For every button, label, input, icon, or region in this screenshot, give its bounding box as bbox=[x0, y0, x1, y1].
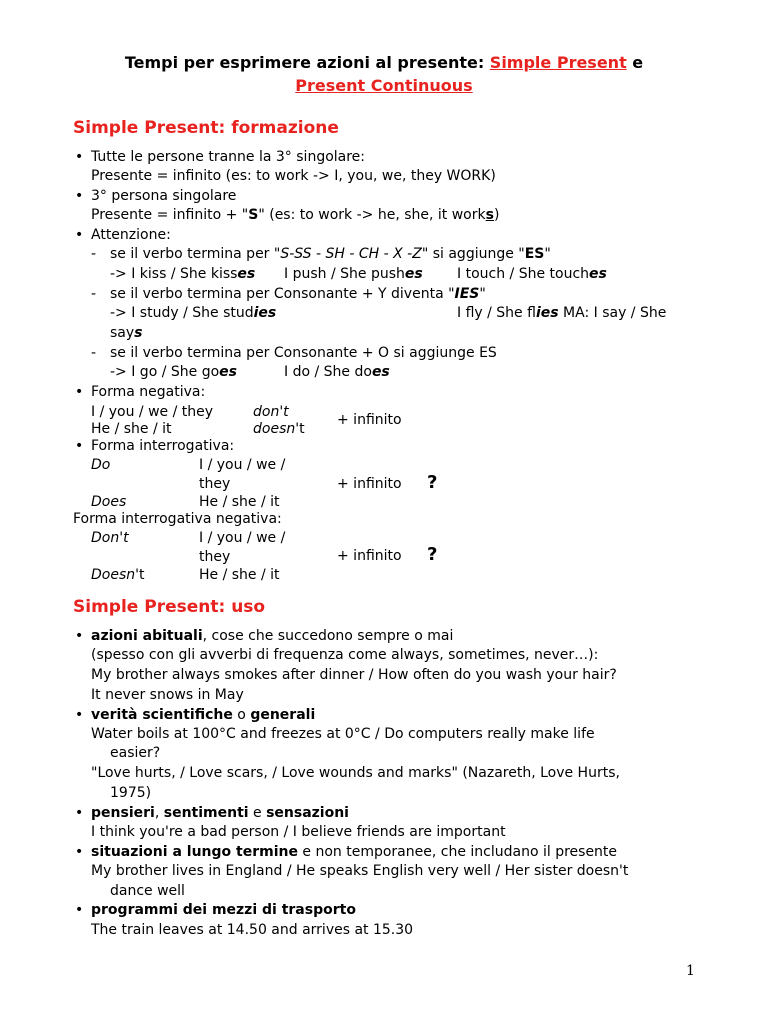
dash-marker: - bbox=[91, 286, 97, 302]
uso-longterm-example: My brother lives in England / He speaks English very well / Her sister doesn't bbox=[91, 863, 629, 879]
interrogative-negative-subject-singular: He / she / it bbox=[199, 567, 280, 583]
example-study bbox=[110, 304, 276, 323]
dash-marker: - bbox=[91, 345, 97, 361]
rule-consonant-o: se il verbo termina per Consonante + O si aggiunge ES bbox=[110, 345, 497, 361]
text-run: es bbox=[219, 364, 237, 380]
uso-transport-title: programmi dei mezzi di trasporto bbox=[91, 902, 356, 918]
example-touch bbox=[457, 265, 607, 284]
negative-aux-dont: don't bbox=[253, 404, 289, 420]
negative-subject-singular: He / she / it bbox=[91, 421, 172, 437]
interrogative-negative-infinitive: + infinito bbox=[337, 548, 402, 564]
uso-truths-example-1-cont: easier? bbox=[110, 745, 161, 761]
uso-truths-example-1: Water boils at 100°C and freezes at 0°C / Do computers really make life bbox=[91, 726, 595, 742]
text-run: , bbox=[154, 805, 164, 821]
text-run: I do / She do bbox=[284, 364, 372, 380]
text-run: doesn bbox=[253, 421, 296, 437]
text-run: ES bbox=[524, 246, 545, 262]
text-run: sentimenti bbox=[163, 805, 249, 821]
negative-form-label: Forma negativa: bbox=[91, 384, 206, 400]
bullet-dot: • bbox=[75, 805, 84, 821]
text-run: I fly / She fl bbox=[457, 305, 536, 321]
uso-truths-example-2: "Love hurts, / Love scars, / Love wounds and marks" (Nazareth, Love Hurts, bbox=[91, 765, 620, 781]
text-run: Doesn bbox=[91, 567, 136, 583]
bullet-dot: • bbox=[75, 844, 84, 860]
text-run: es bbox=[371, 364, 390, 380]
text-run: 't bbox=[295, 421, 305, 437]
text-run: -> I study / She stud bbox=[110, 305, 254, 321]
bullet-dot: • bbox=[75, 384, 84, 400]
text-run: o bbox=[232, 707, 251, 723]
title-simple-present: Simple Present bbox=[489, 53, 627, 72]
example-fly-say bbox=[457, 304, 666, 323]
interrogative-negative-label: Forma interrogativa negativa: bbox=[73, 511, 282, 527]
uso-truths-example-2-cont: 1975) bbox=[110, 785, 152, 801]
bullet-dot: • bbox=[75, 149, 84, 165]
text-run: se il verbo termina per " bbox=[110, 246, 281, 262]
interrogative-infinitive: + infinito bbox=[337, 476, 402, 492]
interrogative-aux-does: Does bbox=[91, 494, 127, 510]
text-run: ies bbox=[535, 305, 559, 321]
text-run: Presente = infinito + " bbox=[91, 207, 249, 223]
text-run: es bbox=[589, 266, 607, 282]
text-run: MA: I say / She bbox=[558, 305, 667, 321]
text-run: e bbox=[248, 805, 267, 821]
negative-infinitive: + infinito bbox=[337, 412, 402, 428]
text-run: se il verbo termina per Consonante + Y diventa " bbox=[110, 286, 455, 302]
text-run: generali bbox=[250, 707, 316, 723]
text-run: I push / She push bbox=[284, 266, 405, 282]
interrogative-subject-plural-1: I / you / we / bbox=[199, 457, 286, 473]
formazione-bullet-2-line-1: 3° persona singolare bbox=[91, 188, 237, 204]
text-run: I touch / She touch bbox=[457, 266, 590, 282]
formazione-bullet-1-line-2: Presente = infinito (es: to work -> I, you, we, they WORK) bbox=[91, 168, 496, 184]
uso-habitual-example-2: It never snows in May bbox=[91, 687, 244, 703]
page-number: 1 bbox=[686, 963, 695, 979]
text-run: s bbox=[485, 207, 494, 223]
text-run: 't bbox=[135, 567, 145, 583]
interrogative-negative-aux-dont: Don't bbox=[91, 530, 129, 546]
bullet-dot: • bbox=[75, 188, 84, 204]
example-push bbox=[284, 265, 423, 284]
question-mark: ? bbox=[427, 472, 438, 493]
text-run: " (es: to work -> he, she, it work bbox=[258, 207, 486, 223]
text-run: " bbox=[544, 246, 551, 262]
title-present-continuous: Present Continuous bbox=[295, 76, 473, 95]
dash-marker: - bbox=[91, 246, 97, 262]
uso-habitual-example-1: My brother always smokes after dinner / How often do you wash your hair? bbox=[91, 667, 617, 683]
interrogative-form-label: Forma interrogativa: bbox=[91, 438, 235, 454]
interrogative-negative-subject-plural-1: I / you / we / bbox=[199, 530, 286, 546]
formazione-bullet-2-line-2 bbox=[91, 206, 499, 225]
text-run: verità scientifiche bbox=[91, 707, 233, 723]
uso-thoughts-example: I think you're a bad person / I believe friends are important bbox=[91, 824, 506, 840]
formazione-bullet-1-line-1: Tutte le persone tranne la 3° singolare: bbox=[91, 149, 366, 165]
uso-longterm-title bbox=[91, 843, 617, 862]
uso-habitual-title bbox=[91, 627, 453, 646]
bullet-dot: • bbox=[75, 628, 84, 644]
text-run: es bbox=[404, 266, 423, 282]
bullet-dot: • bbox=[75, 227, 84, 243]
uso-transport-example: The train leaves at 14.50 and arrives at 15.30 bbox=[91, 922, 414, 938]
text-run: S-SS - SH - CH - X -Z bbox=[280, 246, 422, 262]
text-run: IES bbox=[454, 286, 480, 302]
text-run: -> I kiss / She kiss bbox=[110, 266, 238, 282]
text-run: ) bbox=[493, 207, 500, 223]
text-run: " si aggiunge " bbox=[421, 246, 525, 262]
title-conjunction: e bbox=[626, 53, 644, 72]
text-run: -> I go / She go bbox=[110, 364, 220, 380]
text-run: S bbox=[248, 207, 259, 223]
text-run: es bbox=[237, 266, 256, 282]
section-heading-uso: Simple Present: uso bbox=[73, 597, 266, 617]
text-run: say bbox=[110, 325, 135, 341]
interrogative-subject-singular: He / she / it bbox=[199, 494, 280, 510]
rule-consonant-y bbox=[110, 285, 486, 304]
interrogative-negative-aux-doesnt bbox=[91, 566, 144, 585]
example-kiss bbox=[110, 265, 255, 284]
uso-thoughts-title bbox=[91, 804, 349, 823]
uso-longterm-example-cont: dance well bbox=[110, 883, 185, 899]
bullet-dot: • bbox=[75, 707, 84, 723]
text-run: e non temporanee, che includano il presente bbox=[297, 844, 618, 860]
rule-s-ss-sh bbox=[110, 245, 551, 264]
text-run: , cose che succedono sempre o mai bbox=[202, 628, 454, 644]
text-run: pensieri bbox=[91, 805, 155, 821]
bullet-dot: • bbox=[75, 438, 84, 454]
uso-habitual-note: (spesso con gli avverbi di frequenza come always, sometimes, never…): bbox=[91, 647, 599, 663]
formazione-bullet-3-line-1: Attenzione: bbox=[91, 227, 171, 243]
negative-subject-plural: I / you / we / they bbox=[91, 404, 214, 420]
text-run: " bbox=[479, 286, 486, 302]
interrogative-negative-subject-plural-2: they bbox=[199, 549, 231, 565]
text-run: ies bbox=[253, 305, 277, 321]
interrogative-aux-do: Do bbox=[91, 457, 111, 473]
section-heading-formazione: Simple Present: formazione bbox=[73, 118, 339, 138]
example-go bbox=[110, 363, 237, 382]
interrogative-subject-plural-2: they bbox=[199, 476, 231, 492]
example-says bbox=[110, 324, 143, 343]
text-run: azioni abituali bbox=[91, 628, 203, 644]
bullet-dot: • bbox=[75, 902, 84, 918]
text-run: s bbox=[134, 325, 143, 341]
question-mark: ? bbox=[427, 544, 438, 565]
document-title bbox=[0, 51, 768, 97]
example-do bbox=[284, 363, 390, 382]
title-prefix: Tempi per esprimere azioni al presente: bbox=[124, 53, 490, 72]
text-run: sensazioni bbox=[266, 805, 349, 821]
negative-aux-doesnt bbox=[253, 420, 305, 439]
uso-truths-title bbox=[91, 706, 315, 725]
text-run: situazioni a lungo termine bbox=[91, 844, 298, 860]
